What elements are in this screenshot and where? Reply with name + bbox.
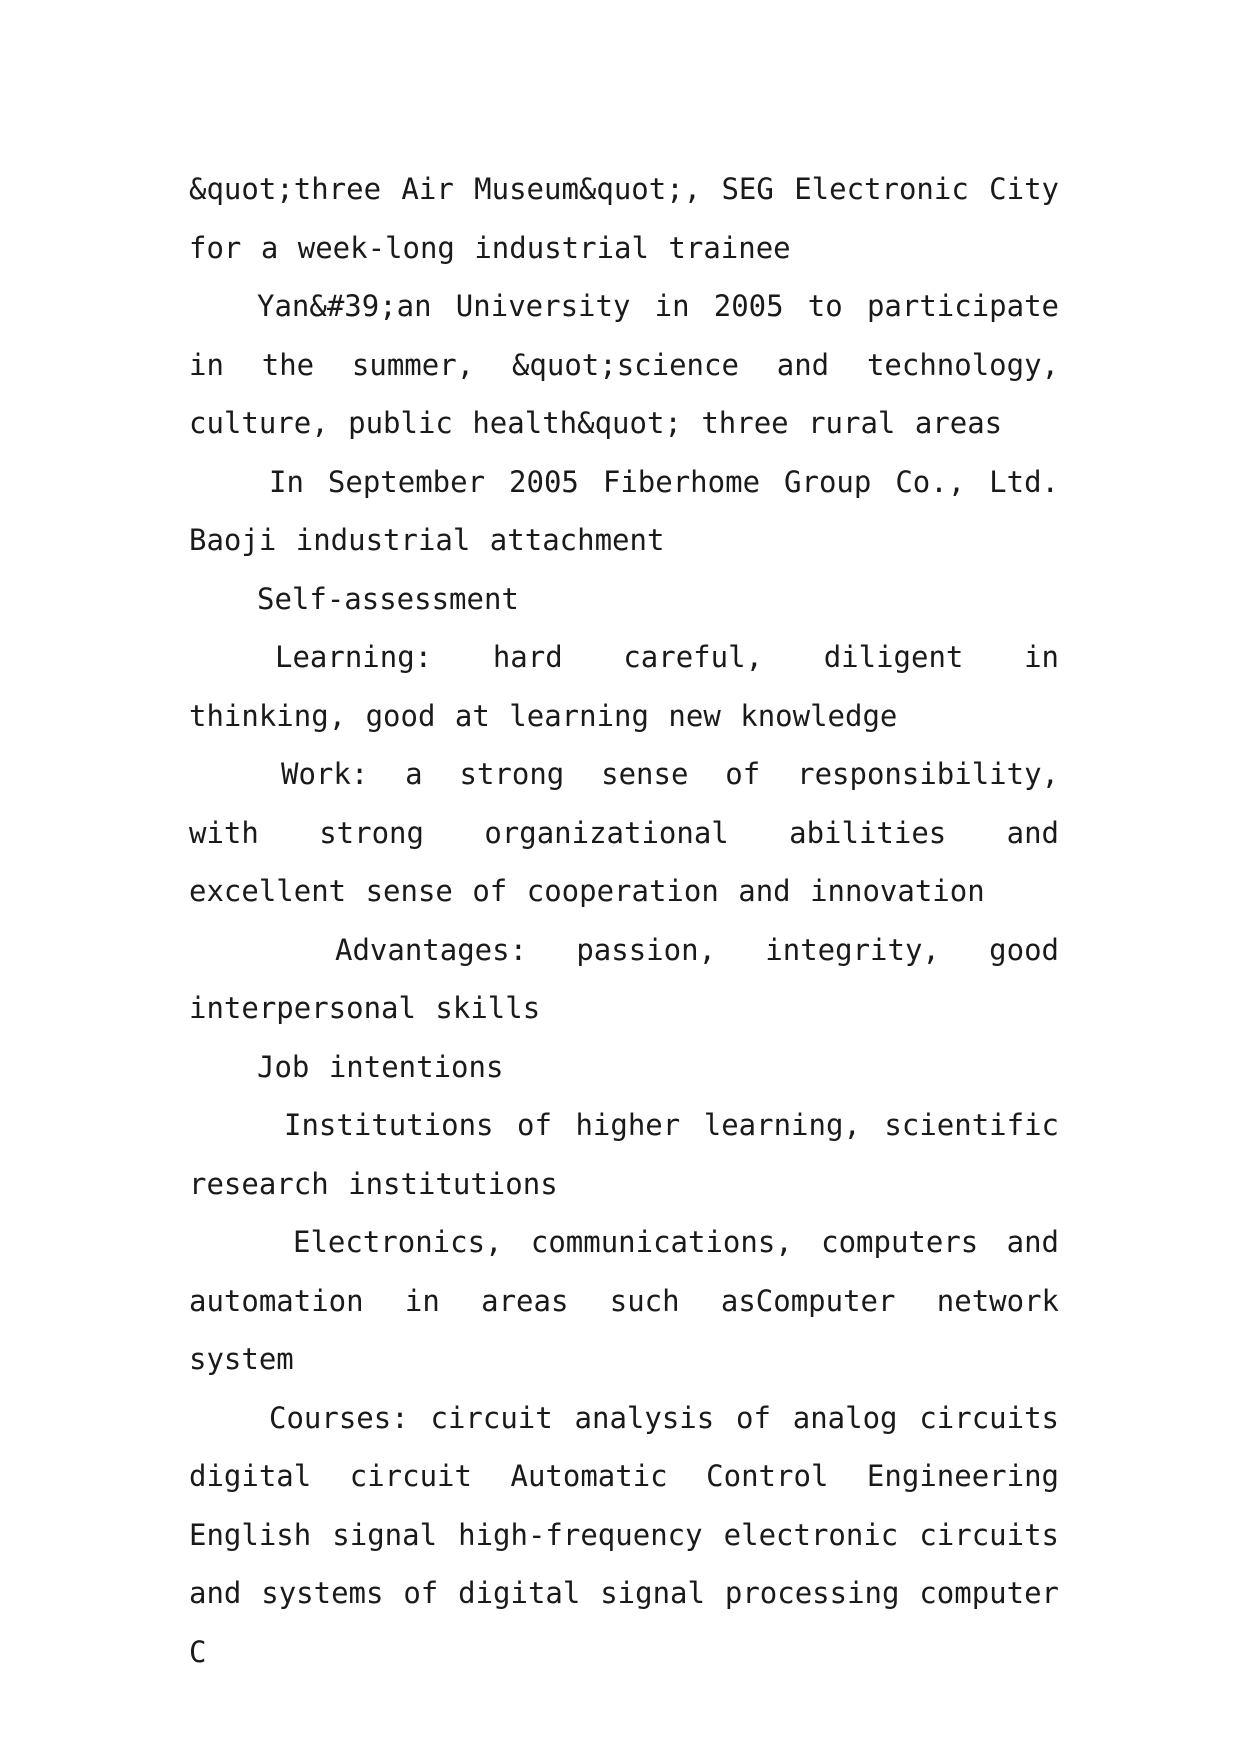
paragraph-learning: Learning: hard careful, diligent in thinking, good at learning new knowledge: [189, 640, 1079, 733]
section-heading-self-assessment: Self-assessment: [257, 581, 519, 616]
paragraph-institutions: Institutions of higher learning, scientific research institutions: [189, 1108, 1079, 1201]
paragraph-areas: Electronics, communications, computers and automation in areas such asComputer network system: [189, 1225, 1079, 1376]
section-heading-job-intentions: Job intentions: [257, 1049, 504, 1084]
paragraph-rural-areas: Yan&#39;an University in 2005 to participate in the summer, &quot;science and technology, culture, public health&quot; three rural areas: [189, 289, 1079, 440]
paragraph-work: Work: a strong sense of responsibility, with strong organizational abilities and excellent sense of cooperation and innovation: [189, 757, 1079, 908]
paragraph-attachment: In September 2005 Fiberhome Group Co., Ltd. Baoji industrial attachment: [189, 464, 1079, 557]
paragraph-advantages: Advantages: passion, integrity, good interpersonal skills: [189, 932, 1079, 1025]
paragraph-courses: Courses: circuit analysis of analog circuits digital circuit Automatic Control Engineering English signal high-frequency electronic circuits and systems of digital signal processing computer C: [189, 1400, 1079, 1669]
paragraph-trainee: &quot;three Air Museum&quot;, SEG Electronic City for a week-long industrial trainee: [189, 172, 1079, 265]
document-body: [189, 160, 1079, 1681]
